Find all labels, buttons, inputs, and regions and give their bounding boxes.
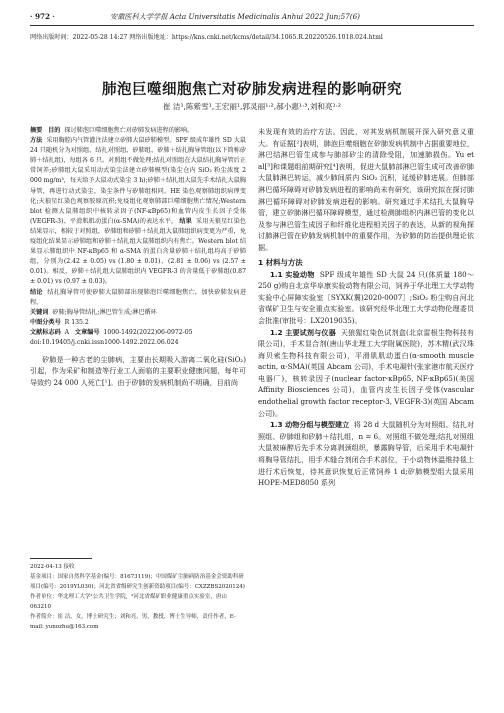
subsection-1-1-title: 1.1 实验动物: [270, 269, 315, 279]
doc-code-label: 文献标志码: [30, 328, 61, 336]
subsection-1-3-title: 1.3 动物分组与模型建立: [270, 420, 350, 430]
abstract-method: [30, 136, 246, 287]
footnote-rule: [30, 558, 92, 559]
article-no-value: 1000-1492(2022)06-0972-05: [103, 328, 193, 336]
purpose-label: 目的: [48, 127, 61, 134]
left-column: [30, 126, 246, 546]
author-bio: 作者简介：崔 洁，女，博士研究生；刘和亮，男，教授，博士生导师，责任作者，E-mail: yunozhu@163.com: [30, 614, 236, 630]
doi[interactable]: doi:10.19405/j.cnki.issn1000-1492.2022.06.024: [30, 338, 179, 346]
article-title: 肺泡巨噬细胞焦亡对矽肺发病进程的影响研究: [102, 82, 402, 98]
conclusion-label: 结论: [30, 288, 43, 296]
result-label: 结果: [179, 217, 192, 225]
affiliation: 作者单位：华北理工大学¹公共卫生学院，²河北省煤矿职业健康重点实验室，唐山 063210: [30, 594, 227, 610]
clc-value: R 135.2: [64, 318, 89, 326]
subsection-1-3-text: 将 28 d 大鼠随机分为对照组、结扎对照组、矽肺组和矽肺＋结扎组，n = 6。对照组不做处理;结扎对照组大鼠被麻醉后先手术分离剥颈组织，暴露胸导管，后采用手术电凝针将胸导管结扎，用手术缝合剂闭合手术部位，于小动物休温维持毯上进行术后恢复，待其意识恢复后正常饲养 1 d;矽肺模型组大鼠采用 HOPE-MED8050 系列: [258, 420, 474, 488]
footnote: [30, 562, 246, 632]
method-label: 方法: [30, 137, 43, 145]
subsection-1-1-text: SPF 级成年雄性 SD 大鼠 24 只(体质量 180～250 g)购自北京华阜康实验动物有限公司，饲养于华北理工大学动物实验中心屏障实验室［SYXK(冀)2020-0007］;SiO₂ 粉尘购自河北省煤矿卫生与安全重点实验室。该研究经华北理工大学动物伦理委员会批准(审批号：LX2019035)。: [258, 269, 474, 325]
author-list: 崔 洁¹,陈紫雪¹,王宏丽¹,郭灵丽¹·²,郝小惠¹·³,刘和亮¹·²: [162, 102, 342, 111]
subsection-1-2: [258, 327, 474, 420]
keywords-label: 关键词: [30, 308, 49, 316]
subsection-1-3: [258, 419, 474, 489]
abstract-label: 摘要: [30, 127, 43, 134]
keywords: [30, 308, 246, 318]
keywords-text: 矽肺;胸导管结扎;淋巴管生成;淋巴循环: [52, 308, 157, 316]
purpose-text: 探讨肺泡巨噬细胞焦亡对矽肺发病进程的影响。: [64, 127, 194, 134]
section-heading: 1 材料与方法: [258, 257, 303, 267]
received-date: 2022-04-13 接收: [30, 564, 75, 570]
running-header: [30, 10, 474, 24]
subsection-1-1: [258, 269, 474, 327]
abstract-purpose: [30, 126, 246, 136]
result-text: 采用天狼星红染色结果显示，相较于对照组，矽肺组和矽肺＋结扎组大鼠肺组织病变更为严重，免疫组化结果显示矽肺组和矽肺＋结扎组大鼠肺组织内有焦亡。Western blot 结果显示肺组织中 NF-κBp65 和 α-SMA 的蛋白含量矽肺＋结扎组均高于矽肺组，分别为(2.42 ± 0.05) vs (1.80 ± 0.01)、(2.81 ± 0.06) vs (2.57 ± 0.01)。相反，矽肺＋结扎组大鼠肺组织内 VEGFR-3 的含量低于矽肺组(0.87 ± 0.01) vs (0.97 ± 0.03)。: [30, 217, 246, 286]
intro-paragraph: 矽肺是一种古老的尘肺病，主要由长期吸入游离二氧化硅(SiO₂)引起，作为采矿和制造等行业工人面临的主要职业健康问题，每年可导致约 24 000 人死亡[¹]。由于矽肺的发病机制尚不明确，目前尚: [30, 355, 246, 387]
doc-code-value: A: [64, 328, 70, 336]
publication-info[interactable]: 网络出版时间：2022-05-28 14:27 网络出版地址：https://kns.cnki.net/kcms/detail/34.1065.R.20220526.1018.024.html: [30, 34, 383, 41]
clc: [30, 318, 246, 328]
abstract-conclusion: [30, 288, 246, 308]
right-column: [258, 126, 474, 708]
header-rule: [30, 25, 474, 26]
doc-info: [30, 328, 246, 338]
journal-name: 安徽医科大学学报 Acta Universitatis Medicinalis Anhui 2022 Jun;57(6): [110, 12, 360, 21]
subsection-1-2-title: 1.2 主要试剂与仪器: [270, 327, 336, 337]
funding: 基金项目：国家自然科学基金(编号：81673119)；中国煤矿尘肺病防治基金会资助科研项目(编号：2019YL030)；河北省省级研究生创新资助项目(编号：CXZZBS2020124): [30, 574, 245, 590]
page-number: · 972 ·: [30, 12, 56, 21]
intro-continued: 未发现有效的治疗方法。因此，对其发病机制展开深入研究意义重大。有证据[²]表明，肺泡巨噬细胞在矽肺发病机制中占据重要地位，淋巴结淋巴管生成参与肺部矽尘的清除受阻，加速肺损伤。Yu et al[³]和课题组前期研究[⁴]表明，促进大鼠肺部淋巴管生成可改善矽肺大鼠肺淋巴转运，减少肺间质内 SiO₂ 沉积，延缓矽肺进展。但肺部淋巴循环障碍对矽肺发病进程的影响尚未有研究，该研究拟在探讨肺淋巴循环障碍对矽肺发病进程的影响。研究通过手术结扎大鼠胸导管，建立矽肺淋巴循环障碍模型，通过检测肺组织内淋巴管的变化以及参与淋巴管生成因子和纤维化进程相关因子的表达，从新的视角探讨肺淋巴管在矽肺发病机制中的重要作用，为矽肺的防治提供理论依据。: [258, 127, 474, 252]
subsection-1-2-text: 天狼猩红染色试剂盒(北京雷根生物科技有限公司)，手术显合剂(唐山华北理工大学附属医院)，苏木精(武汉珠海贝索生物科技有限公司)，平滑肌肌动蛋白(α-smooth muscle actin, α-SMA)(英国 Abcam 公司)，手术电凝针(张家港市航天医疗电器厂)，核转录因子(nuclear factor-κBp65, NF-κBp65)(美国 Affinity Biosciences 公司)，血管内皮生长因子受体(vascular endothelial growth factor receptor-3, VEGFR-3)(英国 Abcam 公司)。: [258, 327, 474, 418]
article-no-label: 文章编号: [74, 328, 100, 336]
method-text: 采用胸腔内气管灌注法建立矽肺大鼠矽肺模型。SPF 级成年雄性 SD 大鼠 24 只随机分为对照组、结扎对照组、矽肺组、矽肺＋结扎胸导管组(以下简称矽肺＋结扎组)，每组各 6 只。对照组不做处理;结扎对照组在大鼠结扎胸导管后正常饲养;矽肺组大鼠采用动式染尘法建立矽肺模型(染尘仓内 SiO₂ 粉尘浓度 2 000 mg/m³，每天给予大鼠动式染尘 3 h);矽肺＋结扎组大鼠先手术结扎大鼠胸导管，再进行动式染尘，染尘条件与矽肺组相同。HE 染色观察肺组织病理变化;天狼星红染色观察胶原沉积;免疫组化观察肺部巨噬细胞焦亡情况;Western blot 检测大鼠肺组织中核转录因子(NF-κBp65)和血管内皮生长因子受体(VEGFR-3)、平滑肌肌动蛋白(α-SMA)的表达水平。: [30, 137, 246, 225]
clc-label: 中图分类号: [30, 318, 61, 326]
conclusion-text: 结扎胸导管可使矽肺大鼠肺部出现肺泡巨噬细胞焦亡，加快矽肺发病进程。: [30, 288, 246, 306]
